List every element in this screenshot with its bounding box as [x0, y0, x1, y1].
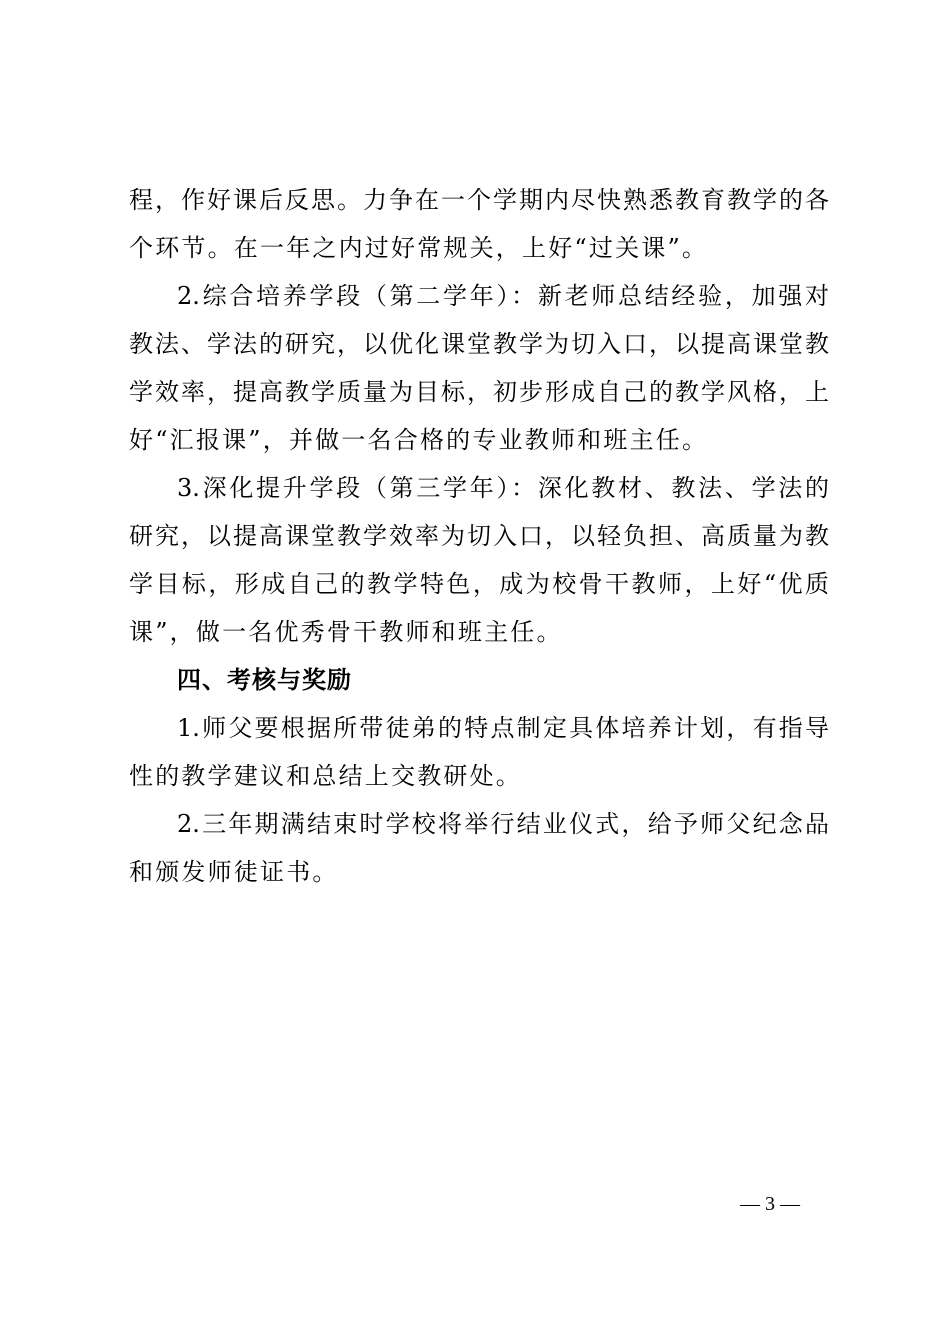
paragraph-line: 教法、学法的研究，以优化课堂教学为切入口，以提高课堂教 [129, 330, 829, 358]
paragraph-line: 性的教学建议和总结上交教研处。 [129, 762, 522, 790]
page-number: — 3 — [740, 1193, 800, 1215]
paragraph-line: 个环节。在一年之内过好常规关，上好“过关课”。 [129, 234, 709, 262]
paragraph-line: 和颁发师徒证书。 [129, 858, 339, 886]
paragraph-line: 学目标，形成自己的教学特色，成为校骨干教师，上好“优质 [129, 570, 829, 598]
paragraph-line: 研究，以提高课堂教学效率为切入口，以轻负担、高质量为教 [129, 522, 829, 550]
paragraph-line: 1.师父要根据所带徒弟的特点制定具体培养计划，有指导 [177, 714, 829, 742]
paragraph-line: 好“汇报课”，并做一名合格的专业教师和班主任。 [129, 426, 709, 454]
section-heading: 四、考核与奖励 [177, 666, 352, 694]
body-text [129, 176, 829, 896]
paragraph-line: 学效率，提高教学质量为目标，初步形成自己的教学风格，上 [129, 378, 829, 406]
paragraph-line: 程，作好课后反思。力争在一个学期内尽快熟悉教育教学的各 [129, 186, 829, 214]
paragraph-line: 2.综合培养学段（第二学年）：新老师总结经验，加强对 [177, 282, 829, 310]
paragraph-line: 课”，做一名优秀骨干教师和班主任。 [129, 618, 563, 646]
paragraph-line: 2.三年期满结束时学校将举行结业仪式，给予师父纪念品 [177, 810, 829, 838]
paragraph-line: 3.深化提升学段（第三学年）：深化教材、教法、学法的 [177, 474, 829, 502]
